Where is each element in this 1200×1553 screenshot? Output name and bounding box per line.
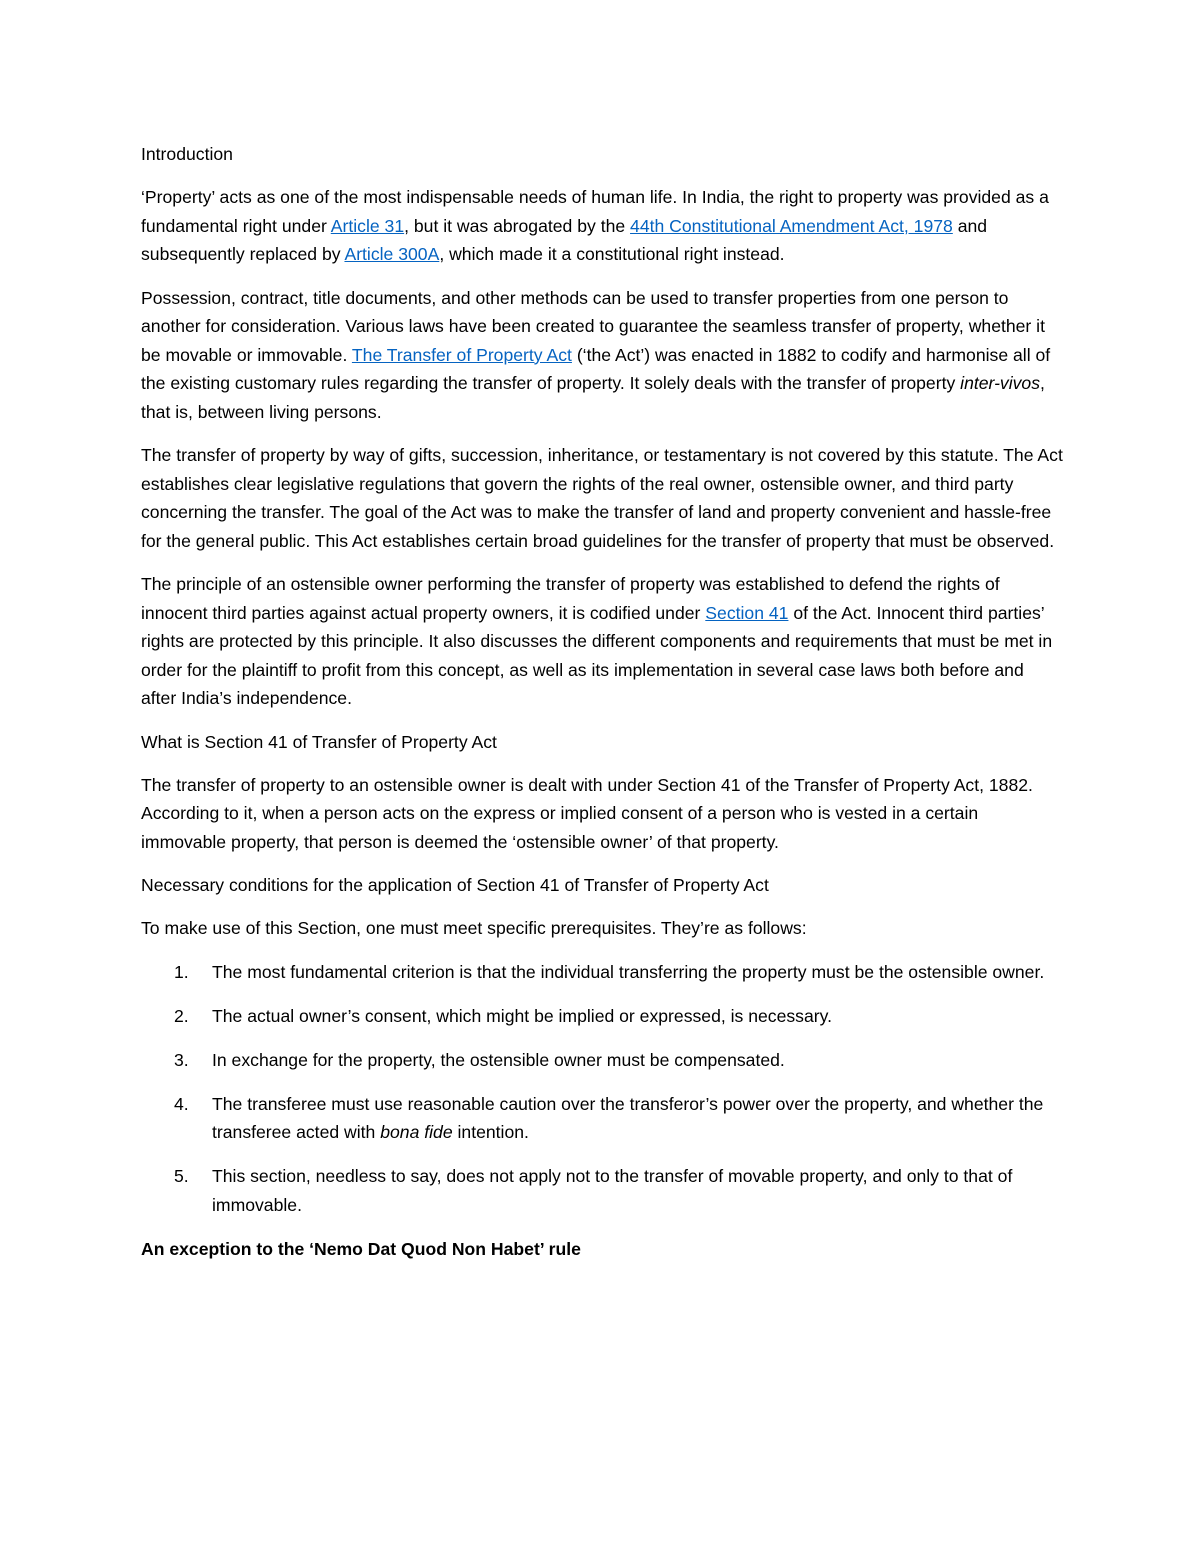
document-page — [141, 140, 1063, 1263]
text: of the Act. Innocent third parties’ rights are protected by this principle. It also discusses the different components and requirements that must be met in order for the plaintiff to profit from this concept, as well as its implementation in several case laws both before and after India’s independence. — [141, 602, 1053, 709]
link-transfer-of-property-act[interactable]: The Transfer of Property Act — [351, 344, 572, 365]
text: ‘Property’ acts as one of the most indispensable needs of human life. In India, the right to property was provided as a fundamental right under — [141, 187, 1049, 236]
paragraph-section-41: The transfer of property to an ostensible owner is dealt with under Section 41 of the Transfer of Property Act, 1882. According to it, when a person acts on the express or implied consent of a person who is vested in a certain immovable property, that person is deemed the ‘ostensible owner’ of that property. — [141, 774, 1033, 853]
text: and subsequently replaced by — [141, 215, 988, 265]
list-number: 1. — [174, 961, 189, 982]
list-number: 4. — [174, 1093, 189, 1114]
italic-text: bona fide — [380, 1122, 453, 1143]
list-item — [141, 1162, 1063, 1219]
link-article-300a[interactable]: Article 300A — [344, 244, 440, 265]
text: , which made it a constitutional right instead. — [439, 244, 785, 265]
list-item — [141, 1090, 1063, 1147]
list-item-text: The actual owner’s consent, which might be implied or expressed, is necessary. — [212, 1005, 832, 1026]
list-number: 3. — [174, 1049, 189, 1070]
paragraph-principle — [141, 570, 1063, 713]
link-44th-amendment[interactable]: 44th Constitutional Amendment Act, 1978 — [630, 215, 953, 236]
list-item-text: intention. — [452, 1122, 529, 1143]
list-item-text: The most fundamental criterion is that the individual transferring the property must be the ostensible owner. — [212, 961, 1045, 982]
list-item — [141, 1046, 1063, 1075]
list-number: 5. — [174, 1166, 189, 1187]
list-item — [141, 958, 1063, 987]
paragraph-prerequisites: To make use of this Section, one must meet specific prerequisites. They’re as follows: — [141, 918, 807, 939]
heading-exception: An exception to the ‘Nemo Dat Quod Non Habet’ rule — [141, 1238, 581, 1259]
text: The principle of an ostensible owner performing the transfer of property was established to defend the rights of innocent third parties against actual property owners, it is codified under — [141, 574, 1000, 623]
list-number: 2. — [174, 1005, 189, 1026]
italic-text: inter-vivos — [960, 373, 1041, 394]
list-item-text: This section, needless to say, does not apply not to the transfer of movable property, and only to that of immovable. — [212, 1166, 1013, 1215]
heading-what-is-section-41: What is Section 41 of Transfer of Property Act — [141, 731, 497, 752]
prerequisites-list — [141, 958, 1063, 1220]
link-article-31[interactable]: Article 31 — [330, 215, 405, 236]
list-item-text: In exchange for the property, the ostensible owner must be compensated. — [212, 1049, 785, 1070]
list-item-text: The transferee must use reasonable caution over the transferor’s power over the property, and whether the transferee acted with — [212, 1093, 1044, 1143]
paragraph-scope: The transfer of property by way of gifts, succession, inheritance, or testamentary is not covered by this statute. The Act establishes clear legislative regulations that govern the rights of the real owner, ostensible owner, and third party concerning the transfer. The goal of the Act was to make the transfer of land and property convenient and hassle-free for the general public. This Act establishes certain broad guidelines for the transfer of property that must be observed. — [141, 445, 1063, 551]
paragraph-possession — [141, 284, 1063, 427]
text: , that is, between living persons. — [141, 373, 1045, 422]
heading-necessary-conditions: Necessary conditions for the application of Section 41 of Transfer of Property Act — [141, 875, 769, 896]
paragraph-intro — [141, 183, 1063, 269]
text: Possession, contract, title documents, and other methods can be used to transfer properties from one person to another for consideration. Various laws have been created to guarantee the seamless transfer of property, whether it be movable or immovable. — [141, 287, 1045, 365]
heading-introduction: Introduction — [141, 144, 233, 164]
link-section-41[interactable]: Section 41 — [705, 602, 789, 623]
text: (‘the Act’) was enacted in 1882 to codify and harmonise all of the existing customary rules regarding the transfer of property. It solely deals with the transfer of property — [141, 344, 1051, 394]
list-item — [141, 1002, 1063, 1031]
text: , but it was abrogated by the — [404, 215, 631, 236]
